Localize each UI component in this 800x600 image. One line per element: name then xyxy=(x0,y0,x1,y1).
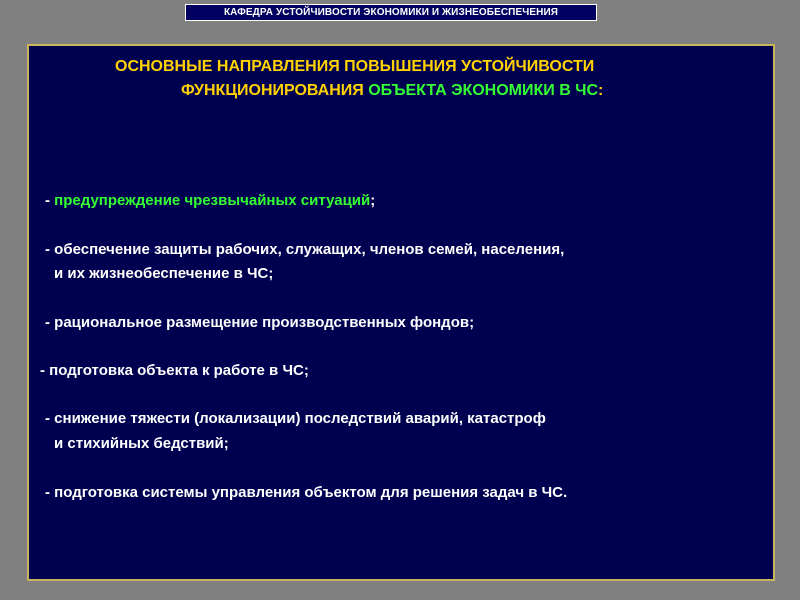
content-panel xyxy=(27,44,775,581)
slide-title-part2: ОБЪЕКТА ЭКОНОМИКИ В ЧС xyxy=(363,82,599,99)
list-item-1 xyxy=(45,192,375,209)
list-item-1-dash: - xyxy=(45,192,55,209)
list-item-2-line2: и их жизнеобеспечение в ЧС; xyxy=(54,265,274,282)
slide-title-line1: ОСНОВНЫЕ НАПРАВЛЕНИЯ ПОВЫШЕНИЯ УСТОЙЧИВОСТИ xyxy=(115,58,595,75)
slide-title-line2 xyxy=(181,82,603,100)
list-item-6: - подготовка системы управления объектом для решения задач в ЧС. xyxy=(45,484,568,501)
list-item-5-line2: и стихийных бедствий; xyxy=(54,435,229,452)
department-header: КАФЕДРА УСТОЙЧИВОСТИ ЭКОНОМИКИ И ЖИЗНЕОБЕСПЕЧЕНИЯ xyxy=(185,4,597,21)
slide-title-part1: ФУНКЦИОНИРОВАНИЯ xyxy=(181,82,364,99)
list-item-1-end: ; xyxy=(370,192,376,209)
list-item-4: - подготовка объекта к работе в ЧС; xyxy=(40,362,309,379)
list-item-5-line1: - снижение тяжести (локализации) последствий аварий, катастроф xyxy=(45,410,546,427)
list-item-3: - рациональное размещение производственных фондов; xyxy=(45,314,475,331)
list-item-1-text: предупреждение чрезвычайных ситуаций xyxy=(54,192,371,209)
list-item-2-line1: - обеспечение защиты рабочих, служащих, членов семей, населения, xyxy=(45,241,565,258)
slide-title-part3: : xyxy=(598,82,604,99)
